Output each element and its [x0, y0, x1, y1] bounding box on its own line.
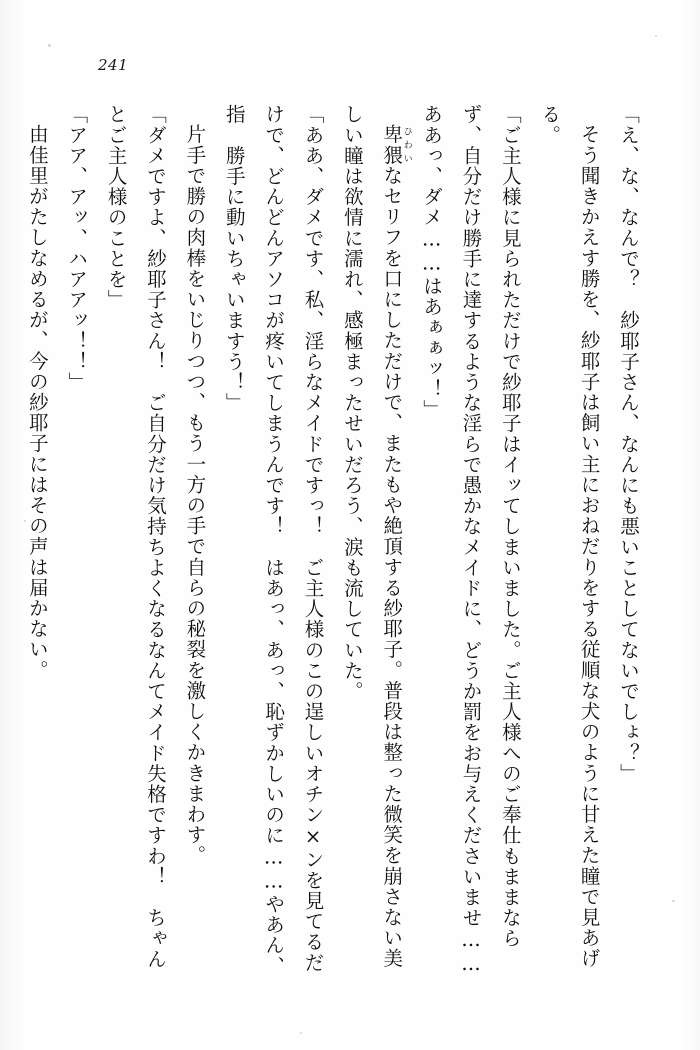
page-edge-shading-right [682, 0, 700, 1050]
ruby-annotation: 卑猥ひわい [380, 123, 412, 165]
body-paragraph: 「アア、アッ、ハアアッ！！」 [65, 104, 89, 393]
body-paragraph: 「ああ、ダメです、私、淫らなメイドですっ！ ご主人様のこの逞しいオチン×ンを見てるだけで、どんどんアソコが疼いてしまうんです！ はあっ、あっ、恥ずかしいのに……やあん、指 勝手に動いちゃいますう！」 [222, 104, 325, 977]
scan-speck [48, 44, 51, 47]
scan-speck [300, 1032, 302, 1034]
scan-speck [655, 35, 657, 37]
scan-speck [672, 900, 675, 902]
body-paragraph: 卑猥ひわいなセリフを口にしただけで、またもや絶頂する紗耶子。普段は整った微笑を崩さない美しい瞳は欲情に濡れ、感極まったせいだろう、涙も流していた。 [340, 104, 412, 969]
body-paragraph: そう聞きかえす勝を、紗耶子は飼い主におねだりをする従順な犬のように甘えた瞳で見あげる。 [538, 104, 601, 969]
body-paragraph: 由佳里がたしなめるが、今の紗耶子にはその声は届かない。 [25, 123, 49, 680]
body-paragraph: 「ご主人様に見られただけで紗耶子はイッてしまいました。ご主人様へのご奉仕もままならず、自分だけ勝手に達するような淫らで愚かなメイドに、どうか罰をお与えくださいませ……ああっ、ダメ……はあぁぁッ！」 [420, 104, 522, 977]
body-paragraph: 「ダメですよ、紗耶子さん！ ご自分だけ気持ちよくなるなんてメイド失格ですわ！ ちゃんとご主人様のことを」 [104, 104, 167, 970]
body-paragraph: 「え、な、なんで？ 紗耶子さん、なんにも悪いことしてないでしょ？」 [617, 104, 640, 784]
vertical-text-body [25, 104, 648, 984]
body-paragraph: 片手で勝の肉棒をいじりつつ、もう一方の手で自らの秘裂を激しくかきまわす。 [183, 123, 207, 866]
page-number: 241 [98, 56, 129, 74]
